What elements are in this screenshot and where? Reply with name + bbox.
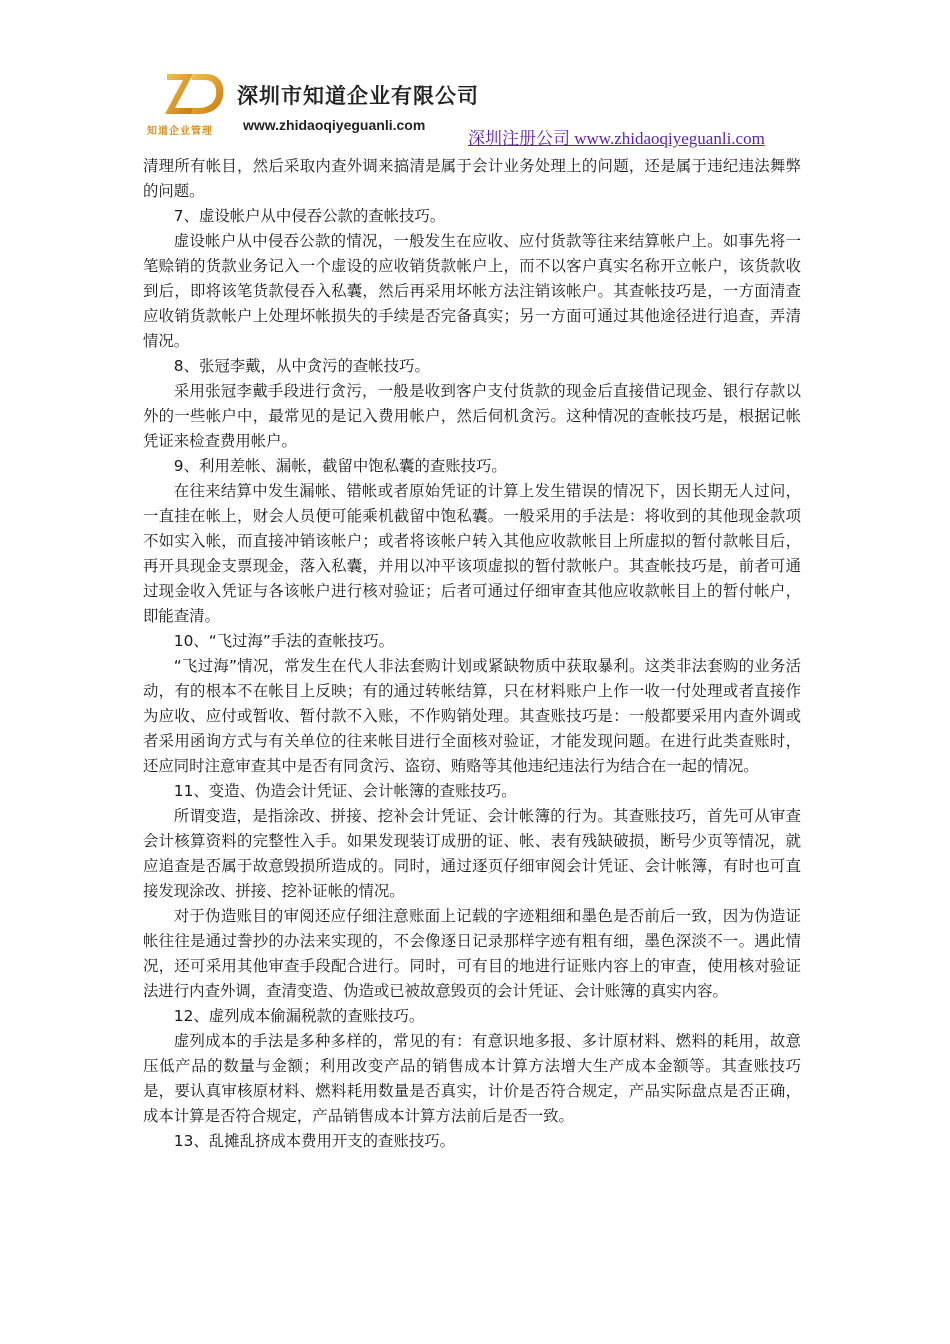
section-heading: 7、虚设帐户从中侵吞公款的查帐技巧。 [173, 207, 446, 225]
company-website: www.zhidaoqiyeguanli.com [243, 117, 426, 133]
section-heading: 12、虚列成本偷漏税款的查账技巧。 [173, 1007, 425, 1025]
paragraph: 清理所有帐目，然后采取内查外调来搞清是属于会计业务处理上的问题，还是属于违纪违法舞弊的问题。 [143, 157, 801, 200]
zhidao-logo-icon [163, 68, 227, 120]
company-name: 深圳市知道企业有限公司 [237, 84, 479, 108]
section-heading: 11、变造、伪造会计凭证、会计帐簿的查账技巧。 [173, 782, 517, 800]
section-heading: 9、利用差帐、漏帐，截留中饱私囊的查账技巧。 [173, 457, 507, 475]
document-body [143, 154, 801, 1154]
logo-tagline: 知道企业管理 [147, 126, 213, 137]
header-link[interactable]: 深圳注册公司 www.zhidaoqiyeguanli.com [468, 129, 765, 148]
paragraph: 采用张冠李戴手段进行贪污，一般是收到客户支付货款的现金后直接借记现金、银行存款以外的一些帐户中，最常见的是记入费用帐户，然后伺机贪污。这种情况的查帐技巧是，根据记帐凭证来检查费用帐户。 [143, 382, 801, 450]
paragraph: 对于伪造账目的审阅还应仔细注意账面上记载的字迹粗细和墨色是否前后一致，因为伪造证帐往往是通过誊抄的办法来实现的，不会像逐日记录那样字迹有粗有细，墨色深淡不一。遇此情况，还可采用其他审查手段配合进行。同时，可有目的地进行证账内容上的审查，使用核对验证法进行内查外调，查清变造、伪造或已被故意毁页的会计凭证、会计账簿的真实内容。 [143, 907, 801, 1000]
paragraph: 虚列成本的手法是多种多样的，常见的有：有意识地多报、多计原材料、燃料的耗用，故意压低产品的数量与金额；利用改变产品的销售成本计算方法增大生产成本金额等。其查账技巧是，要认真审核原材料、燃料耗用数量是否真实，计价是否符合规定，产品实际盘点是否正确，成本计算是否符合规定，产品销售成本计算方法前后是否一致。 [143, 1032, 801, 1125]
page-header [143, 60, 813, 148]
paragraph: “飞过海”情况，常发生在代人非法套购计划或紧缺物质中获取暴利。这类非法套购的业务活动，有的根本不在帐目上反映；有的通过转帐结算，只在材料账户上作一收一付处理或者直接作为应收、应付或暂收、暂付款不入账，不作购销处理。其查账技巧是：一般都要采用内查外调或者采用函询方式与有关单位的往来帐目进行全面核对验证，才能发现问题。在进行此类查账时，还应同时注意审查其中是否有同贪污、盗窃、贿赂等其他违纪违法行为结合在一起的情况。 [143, 657, 801, 775]
section-heading: 13、乱摊乱挤成本费用开支的查账技巧。 [173, 1132, 456, 1150]
section-heading: 8、张冠李戴，从中贪污的查帐技巧。 [173, 357, 430, 375]
section-heading: 10、“飞过海”手法的查帐技巧。 [173, 632, 395, 650]
paragraph: 所谓变造，是指涂改、拼接、挖补会计凭证、会计帐簿的行为。其查账技巧，首先可从审查会计核算资料的完整性入手。如果发现装订成册的证、帐、表有残缺破损，断号少页等情况，就应追查是否属于故意毁损所造成的。同时，通过逐页仔细审阅会计凭证、会计帐簿，有时也可直接发现涂改、拼接、挖补证帐的情况。 [143, 807, 801, 900]
paragraph: 在往来结算中发生漏帐、错帐或者原始凭证的计算上发生错误的情况下，因长期无人过问，一直挂在帐上，财会人员便可能乘机截留中饱私囊。一般采用的手法是：将收到的其他现金款项不如实入帐，而直接冲销该帐户；或者将该帐户转入其他应收款帐目上所虚拟的暂付款帐目后，再开具现金支票现金，落入私囊，并用以冲平该项虚拟的暂付款帐户。其查帐技巧是，前者可通过现金收入凭证与各该帐户进行核对验证；后者可通过仔细审查其他应收款帐目上的暂付帐户，即能查清。 [143, 482, 801, 625]
paragraph: 虚设帐户从中侵吞公款的情况，一般发生在应收、应付货款等往来结算帐户上。如事先将一笔赊销的货款业务记入一个虚设的应收销货款帐户上，而不以客户真实名称开立帐户，该货款收到后，即将该笔货款侵吞入私囊，然后再采用坏帐方法注销该帐户。其查帐技巧是，一方面清查应收销货款帐户上处理坏帐损失的手续是否完备真实；另一方面可通过其他途径进行追查，弄清情况。 [143, 232, 801, 350]
